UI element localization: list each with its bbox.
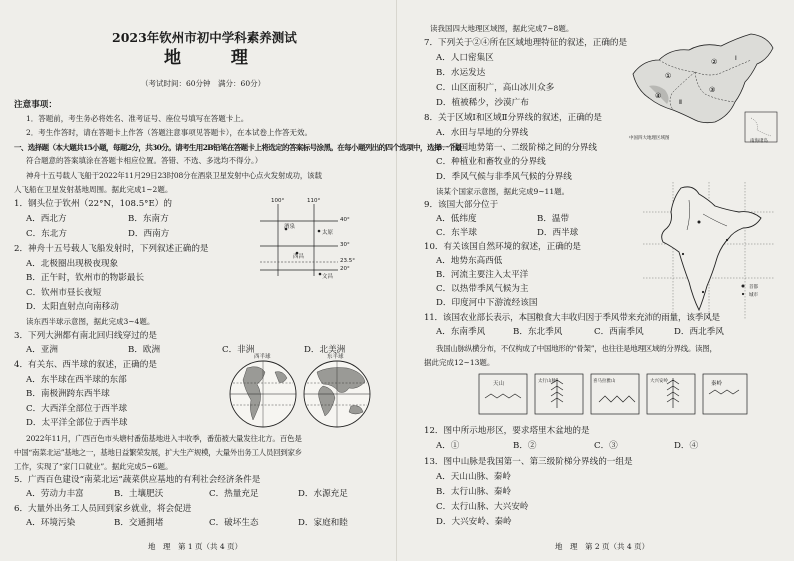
svg-text:①: ① xyxy=(665,72,672,80)
q2-option-c[interactable]: C．钦州市昼长夜短 xyxy=(26,288,102,298)
q1-option-d[interactable]: D．西南方 xyxy=(128,229,170,239)
q5-option-d[interactable]: D．水源充足 xyxy=(298,489,348,499)
q2-option-b[interactable]: B．正午时，钦州市的物影最长 xyxy=(26,273,145,283)
q9-option-b[interactable]: B．温带 xyxy=(537,214,570,224)
map-prompt-7-8: 读我国四大地理区域图，据此完成7~8题。 xyxy=(430,24,574,33)
q11-option-a[interactable]: A．东南季风 xyxy=(436,327,486,337)
intro-q12-cont: 据此完成12~13题。 xyxy=(424,358,495,367)
grid-lat-20: 20° xyxy=(340,266,350,272)
note-2: 2．考生作答时，请在答题卡上作答（答题注意事项见答题卡），在本试卷上作答无效。 xyxy=(26,128,313,137)
q8-option-c[interactable]: C．种植业和畜牧业的分界线 xyxy=(436,157,546,167)
q11-option-c[interactable]: C．西南季风 xyxy=(594,327,644,337)
map-prompt-3-4: 读东西半球示意图，据此完成3~4题。 xyxy=(26,317,155,326)
q1-option-c[interactable]: C．东北方 xyxy=(26,229,67,239)
question-7: 7．下列关于②④所在区域地理特征的叙述，正确的是 xyxy=(424,38,628,48)
q3-option-c[interactable]: C．非洲 xyxy=(222,345,255,355)
q10-option-a[interactable]: A．地势东高西低 xyxy=(436,256,503,266)
q5-option-c[interactable]: C．热量充足 xyxy=(209,489,259,499)
q6-option-b[interactable]: B．交通拥堵 xyxy=(114,518,164,528)
q7-option-c[interactable]: C．山区面积广，高山冰川众多 xyxy=(436,83,555,93)
china-regions-map xyxy=(625,30,783,146)
notes-header: 注意事项： xyxy=(14,100,57,110)
grid-lat-40: 40° xyxy=(340,217,350,223)
mountain-label-1: 天山 xyxy=(493,381,505,387)
intro-q5-cont2: 工作，实现了“家门口就业”。据此完成5~6题。 xyxy=(14,462,173,471)
exam-title: 2023年钦州市初中学科素养测试 xyxy=(112,30,297,45)
q3-option-b[interactable]: B．欧洲 xyxy=(128,345,161,355)
china-map-title: 中国四大地理区域图 xyxy=(629,136,670,141)
intro-q1: 神舟十五号载人飞船于2022年11月29日23时08分在酒泉卫星发射中心点火发射成功，该载 xyxy=(26,171,322,180)
question-1: 1．钢头位于钦州（22°N，108.5°E）的 xyxy=(14,199,172,209)
question-4: 4．有关东、西半球的叙述，正确的是 xyxy=(14,360,157,370)
label-eastern-hemisphere: 东半球 xyxy=(327,354,344,360)
q11-option-d[interactable]: D．西北季风 xyxy=(674,327,724,337)
q9-option-d[interactable]: D．西半球 xyxy=(537,228,579,238)
q1-option-b[interactable]: B．东南方 xyxy=(128,214,169,224)
page-2 xyxy=(397,0,794,561)
q7-option-a[interactable]: A．人口密集区 xyxy=(436,53,494,63)
q4-option-b[interactable]: B．南极洲跨东西半球 xyxy=(26,389,110,399)
q2-option-a[interactable]: A．北极圈出现极夜现象 xyxy=(26,259,119,269)
q8-option-d[interactable]: D．季风气候与非季风气候的分界线 xyxy=(436,172,572,182)
subject-title: 地 理 xyxy=(164,48,270,68)
question-6: 6．大量外出务工人员回到家乡就业，将会促进 xyxy=(14,504,192,514)
city-taiyuan: 太原 xyxy=(322,230,334,236)
q13-option-c[interactable]: C．太行山脉、大兴安岭 xyxy=(436,502,529,512)
q7-option-d[interactable]: D．植被稀少，沙漠广布 xyxy=(436,98,529,108)
svg-text:Ⅰ: Ⅰ xyxy=(735,55,737,62)
question-9: 9．该国大部分位于 xyxy=(424,200,499,210)
exam-info: （考试时间：60分钟 满分：60分） xyxy=(141,79,266,88)
q12-option-c[interactable]: C．③ xyxy=(594,441,618,451)
page-1-footer: 地 理 第 1 页（共 4 页） xyxy=(148,542,243,551)
question-13: 13．图中山脉是我国第一、第三级阶梯分界线的一组是 xyxy=(424,457,633,467)
svg-text:②: ② xyxy=(711,58,718,66)
q9-option-c[interactable]: C．东半球 xyxy=(436,228,477,238)
question-2: 2．神舟十五号载人飞船发射时，下列叙述正确的是 xyxy=(14,244,209,254)
q10-option-d[interactable]: D．印度河中下游流经该国 xyxy=(436,298,538,308)
question-8: 8．关于区域Ⅰ和区域Ⅱ分界线的叙述，正确的是 xyxy=(424,113,602,123)
svg-text:③: ③ xyxy=(709,86,716,94)
mountain-label-3: 喜马拉雅山 xyxy=(593,379,616,384)
svg-text:Ⅱ: Ⅱ xyxy=(679,99,682,106)
q6-option-a[interactable]: A．环境污染 xyxy=(26,518,76,528)
intro-q1-cont: 人飞船在卫星发射基地周围。据此完成1~2题。 xyxy=(14,185,173,194)
city-jiuquan: 酒泉 xyxy=(284,224,296,230)
grid-lat-30: 30° xyxy=(340,242,350,248)
section-1-header-cont: 符合题意的答案填涂在答题卡相应位置。答错、不选、多选均不得分。） xyxy=(26,156,263,165)
q12-option-a[interactable]: A．① xyxy=(436,441,460,451)
mountain-label-5: 秦岭 xyxy=(711,381,723,387)
hemispheres-map xyxy=(225,354,379,432)
q3-option-d[interactable]: D．北美洲 xyxy=(304,345,346,355)
city-wenchang: 文昌 xyxy=(322,274,334,280)
india-legend-capital: 首都 xyxy=(749,285,758,290)
q4-option-c[interactable]: C．大西洋全部位于西半球 xyxy=(26,404,128,414)
city-xichang: 西昌 xyxy=(293,254,305,260)
mountain-label-2: 太行山脉 xyxy=(538,379,556,384)
question-3: 3．下列大洲都有南北回归线穿过的是 xyxy=(14,331,157,341)
question-10: 10．有关该国自然环境的叙述，正确的是 xyxy=(424,242,582,252)
section-1-header: 一、选择题（本大题共15小题，每题2分，共30分。请考生用2B铅笔在答题卡上将选定的答案标号涂黑。在每小题列出的四个选项中，选择一个最 xyxy=(14,143,462,152)
q4-option-a[interactable]: A．东半球在西半球的东部 xyxy=(26,375,127,385)
page-2-footer: 地 理 第 2 页（共 4 页） xyxy=(555,542,650,551)
q6-option-d[interactable]: D．家庭和睦 xyxy=(298,518,348,528)
q8-option-b[interactable]: B．我国地势第一、二级阶梯之间的分界线 xyxy=(436,143,598,153)
grid-lon-110: 110° xyxy=(307,198,321,204)
q9-option-a[interactable]: A．低纬度 xyxy=(436,214,477,224)
q12-option-b[interactable]: B．② xyxy=(513,441,537,451)
intro-q5-cont1: 中国“南菜北运”基地之一，基地日益繁荣发展，扩大生产规模，大量外出务工人员回到家乡 xyxy=(14,448,302,457)
question-12: 12．图中所示地形区，要求塔里木盆地的是 xyxy=(424,426,590,436)
q2-option-d[interactable]: D．太阳直射点向南移动 xyxy=(26,302,119,312)
q4-option-d[interactable]: D．太平洋全部位于西半球 xyxy=(26,418,128,428)
q13-option-b[interactable]: B．太行山脉、秦岭 xyxy=(436,487,512,497)
q10-option-b[interactable]: B．河流主要注入太平洋 xyxy=(436,270,529,280)
label-western-hemisphere: 西半球 xyxy=(254,354,271,360)
china-map-inset-label: 南海诸岛 xyxy=(750,139,768,144)
q1-option-a[interactable]: A．西北方 xyxy=(26,214,67,224)
q11-option-b[interactable]: B．东北季风 xyxy=(513,327,563,337)
svg-text:④: ④ xyxy=(655,92,662,100)
question-11: 11．该国农业部长表示，本国粮食大丰收归因于季风带来充沛的雨量，该季风是 xyxy=(424,313,720,323)
note-1: 1．答题前，考生务必将姓名、准考证号、座位号填写在答题卡上。 xyxy=(26,114,249,123)
q12-option-d[interactable]: D．④ xyxy=(674,441,699,451)
intro-q12: 我国山脉纵横分布，不仅构成了中国地形的“骨架”，也往往是地理区域的分界线。读图， xyxy=(436,344,717,353)
q5-option-b[interactable]: B．土壤肥沃 xyxy=(114,489,164,499)
q8-option-a[interactable]: A．水田与旱地的分界线 xyxy=(436,128,529,138)
india-legend-city: 城市 xyxy=(749,293,758,298)
q13-option-a[interactable]: A．天山山脉、秦岭 xyxy=(436,472,511,482)
grid-lat-23-5: 23.5° xyxy=(340,258,355,264)
intro-q5: 2022年11月，广西百色市头塘村番茄基地进入丰收季，番茄被大量发往北方。百色是 xyxy=(26,434,302,443)
q7-option-b[interactable]: B．水运发达 xyxy=(436,68,486,78)
q13-option-d[interactable]: D．大兴安岭、秦岭 xyxy=(436,517,512,527)
q5-option-a[interactable]: A．劳动力丰富 xyxy=(26,489,84,499)
grid-lon-100: 100° xyxy=(271,198,285,204)
q6-option-c[interactable]: C．破坏生态 xyxy=(209,518,259,528)
q10-option-c[interactable]: C．以热带季风气候为主 xyxy=(436,284,529,294)
mountain-label-4: 大兴安岭 xyxy=(650,379,668,384)
question-5: 5．广西百色建设“南菜北运”蔬菜供应基地的有利社会经济条件是 xyxy=(14,475,261,485)
map-prompt-9-11: 读某个国家示意图，据此完成9~11题。 xyxy=(436,187,570,196)
q3-option-a[interactable]: A．亚洲 xyxy=(26,345,58,355)
